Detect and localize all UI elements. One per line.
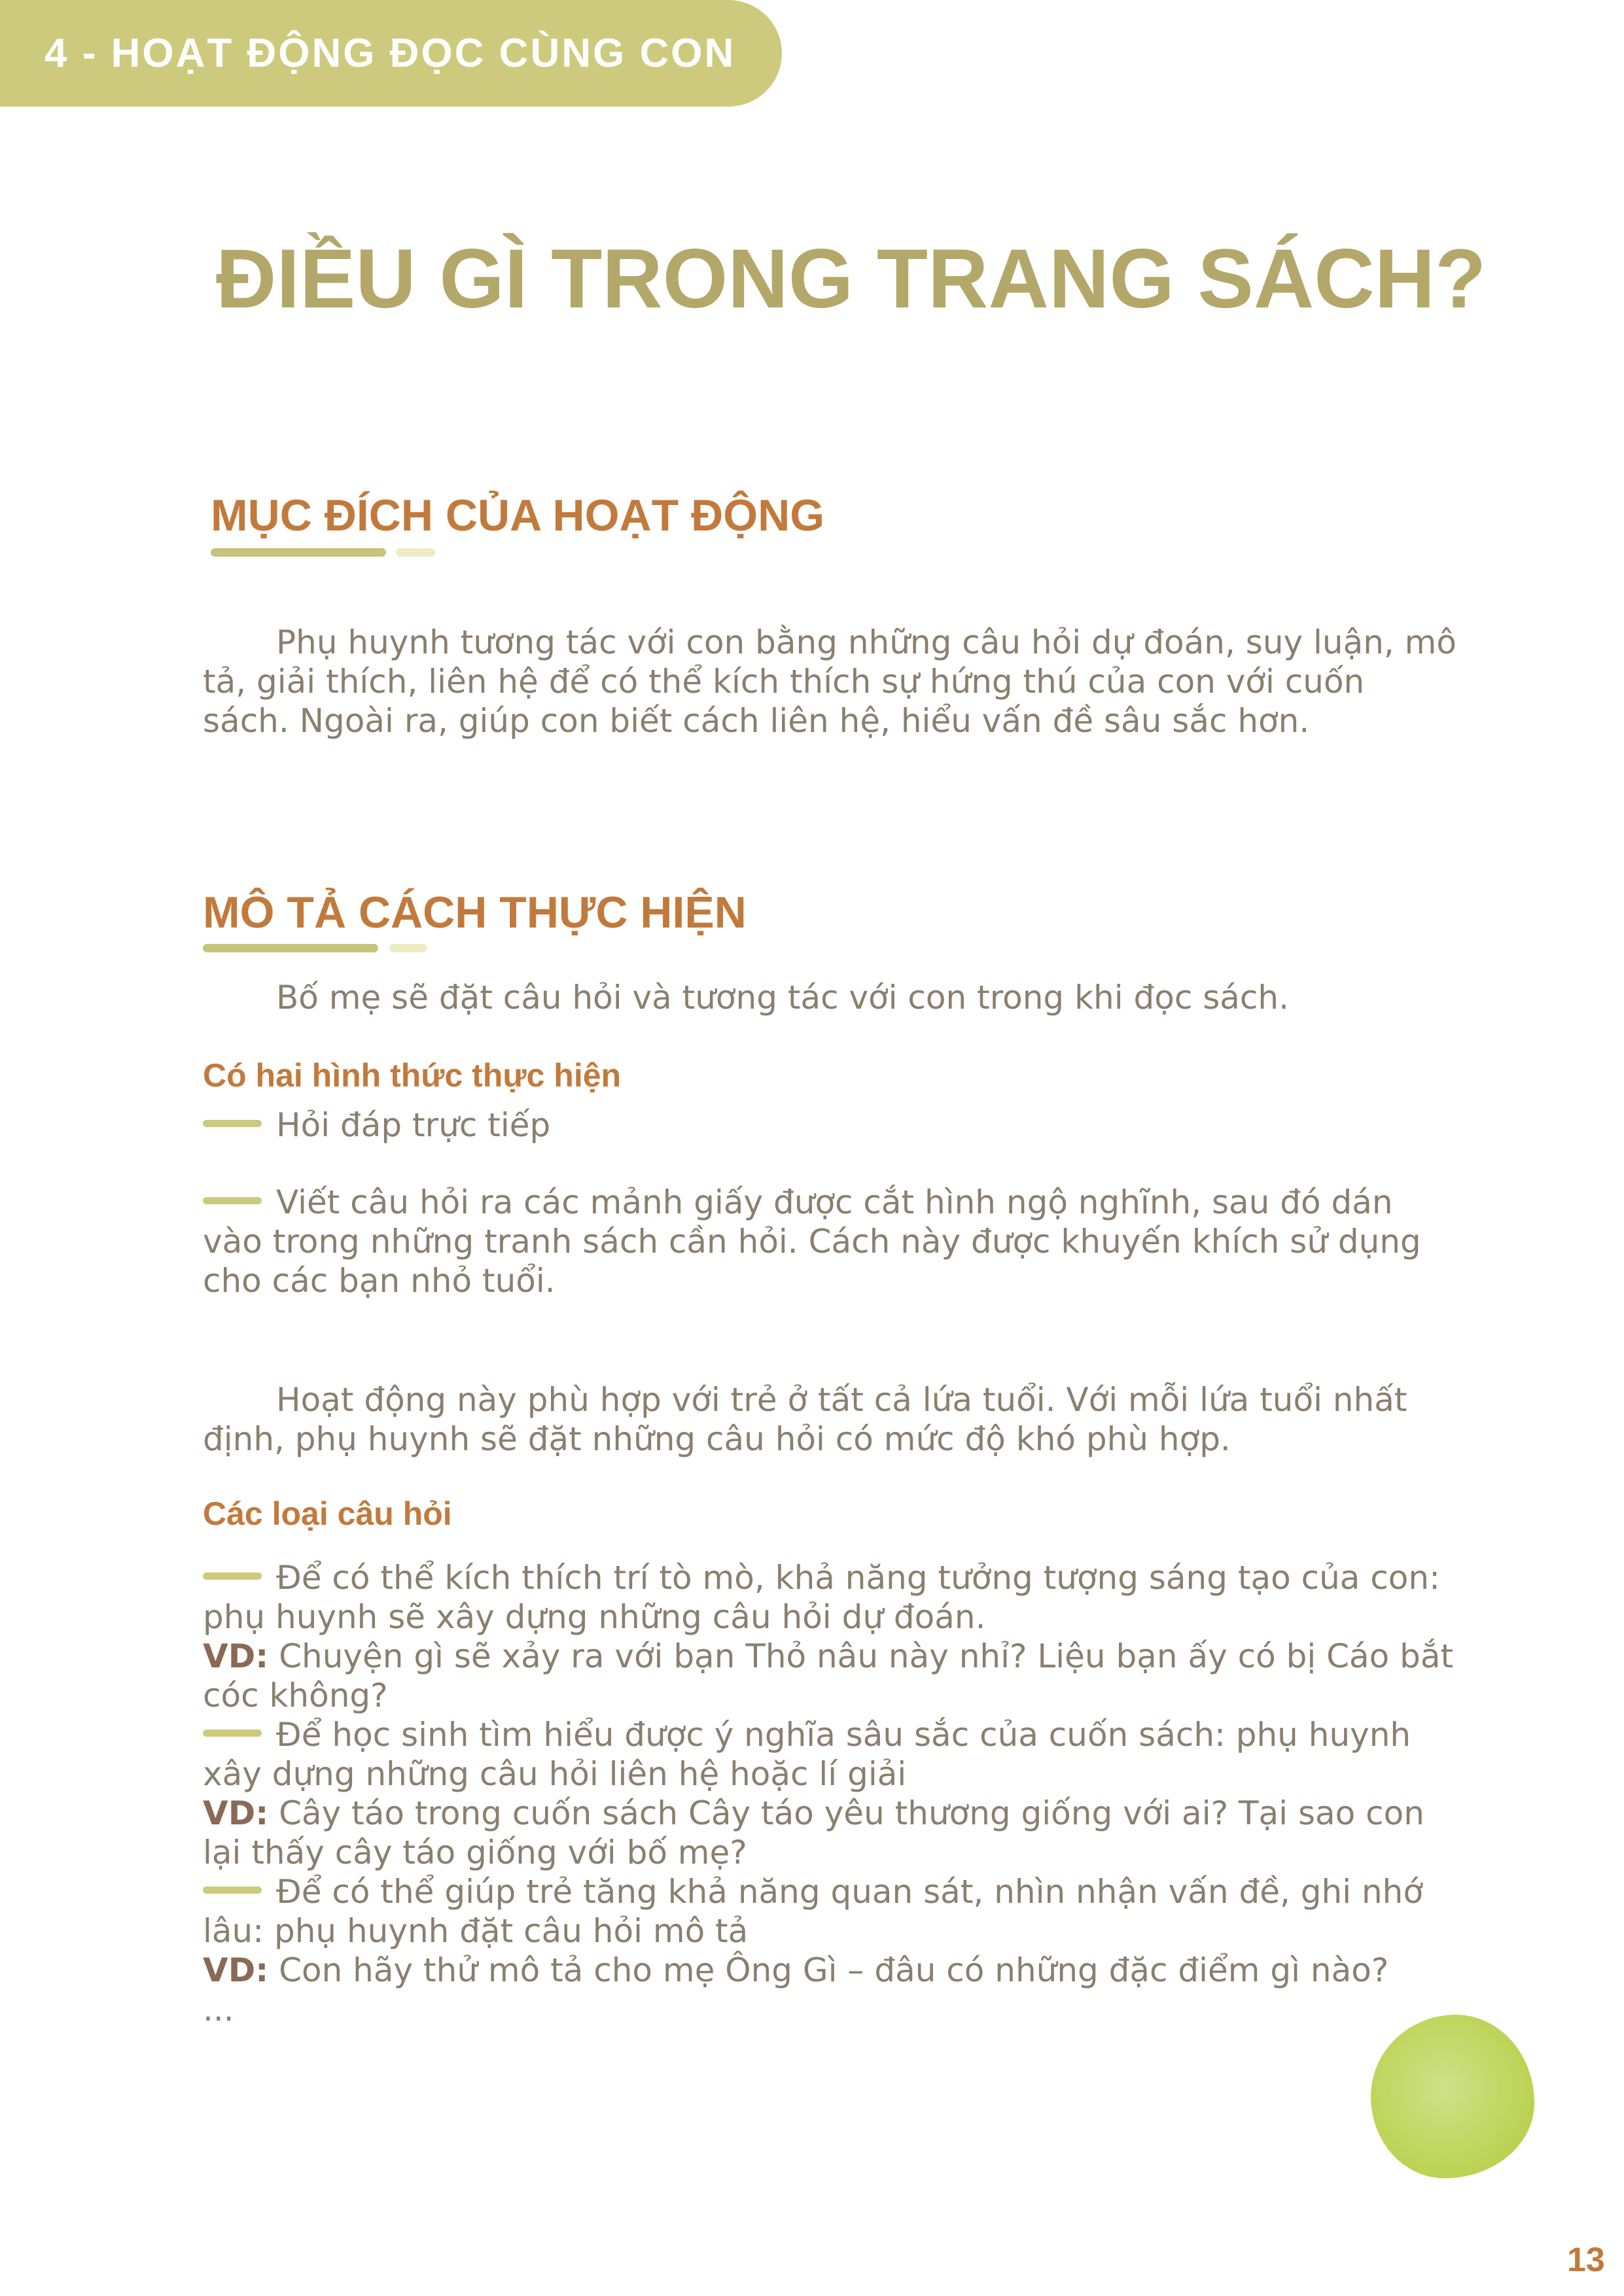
question-type-relate (203, 1715, 1459, 1794)
chapter-tab-label: 4 - HOẠT ĐỘNG ĐỌC CÙNG CON (44, 31, 736, 76)
bullet-dash (203, 1120, 262, 1127)
example-label: VD: (203, 1794, 269, 1832)
forms-heading: Có hai hình thức thực hiện (203, 1057, 622, 1094)
question-types-list (203, 1558, 1459, 2029)
method-intro: Bố mẹ sẽ đặt câu hỏi và tương tác với con trong khi đọc sách. (276, 979, 1289, 1017)
section-underline-light (396, 548, 435, 557)
purpose-paragraph: Phụ huynh tương tác với con bằng những câu hỏi dự đoán, suy luận, mô tả, giải thích, liên hệ để có thể kích thích sự hứng thú của con với cuốn sách. Ngoài ra, giúp con biết cách liên hệ, hiểu vấn đề sâu sắc hơn. (203, 623, 1456, 740)
form-item-paper (203, 1183, 1459, 1300)
section-title-method: MÔ TẢ CÁCH THỰC HIỆN (203, 888, 747, 937)
example-label: VD: (203, 1951, 269, 1989)
chapter-tab (0, 0, 782, 107)
form-item-direct (203, 1105, 1459, 1145)
form-item-paper-text: Viết câu hỏi ra các mảnh giấy được cắt hình ngộ nghĩnh, sau đó dán vào trong những tranh sách cần hỏi. Cách này được khuyến khích sử dụng cho các bạn nhỏ tuổi. (203, 1183, 1421, 1300)
question-type-predict-text: Để có thể kích thích trí tò mò, khả năng tưởng tượng sáng tạo của con: phụ huynh sẽ xây dựng những câu hỏi dự đoán. (203, 1559, 1440, 1636)
question-type-predict (203, 1558, 1459, 1637)
ellipsis: ... (203, 1991, 234, 2028)
bullet-dash (203, 1573, 262, 1580)
bullet-dash (203, 1887, 262, 1894)
form-item-direct-text: Hỏi đáp trực tiếp (276, 1106, 551, 1144)
bullet-dash (203, 1730, 262, 1737)
section-underline-light (389, 944, 427, 952)
bullet-dash (203, 1197, 262, 1204)
section-underline-dark (211, 548, 386, 557)
questions-heading: Các loại câu hỏi (203, 1495, 452, 1532)
question-example-relate-text: Cây táo trong cuốn sách Cây táo yêu thương giống với ai? Tại sao con lại thấy cây táo giống với bố mẹ? (203, 1794, 1424, 1871)
question-example-predict (203, 1637, 1459, 1715)
question-example-describe-text: Con hãy thử mô tả cho mẹ Ông Gì – đâu có những đặc điểm gì nào? (268, 1951, 1389, 1989)
watercolor-blob-decoration (1371, 2015, 1534, 2178)
question-type-describe (203, 1872, 1459, 1951)
question-example-predict-text: Chuyện gì sẽ xảy ra với bạn Thỏ nâu này nhỉ? Liệu bạn ấy có bị Cáo bắt cóc không? (203, 1637, 1454, 1714)
page-title: ĐIỀU GÌ TRONG TRANG SÁCH? (216, 232, 1487, 326)
section-title-purpose: MỤC ĐÍCH CỦA HOẠT ĐỘNG (211, 491, 825, 540)
age-note: Hoạt động này phù hợp với trẻ ở tất cả lứa tuổi. Với mỗi lứa tuổi nhất định, phụ huynh sẽ đặt những câu hỏi có mức độ khó phù hợp. (203, 1381, 1407, 1458)
section-underline-dark (203, 944, 378, 952)
question-example-describe (203, 1951, 1459, 1990)
example-label: VD: (203, 1637, 269, 1675)
question-type-describe-text: Để có thể giúp trẻ tăng khả năng quan sát, nhìn nhận vấn đề, ghi nhớ lâu: phụ huynh đặt câu hỏi mô tả (203, 1873, 1423, 1950)
question-example-relate (203, 1794, 1459, 1872)
question-type-relate-text: Để học sinh tìm hiểu được ý nghĩa sâu sắc của cuốn sách: phụ huynh xây dựng những câu hỏi liên hệ hoặc lí giải (203, 1716, 1411, 1793)
page-number: 13 (1567, 2241, 1605, 2279)
